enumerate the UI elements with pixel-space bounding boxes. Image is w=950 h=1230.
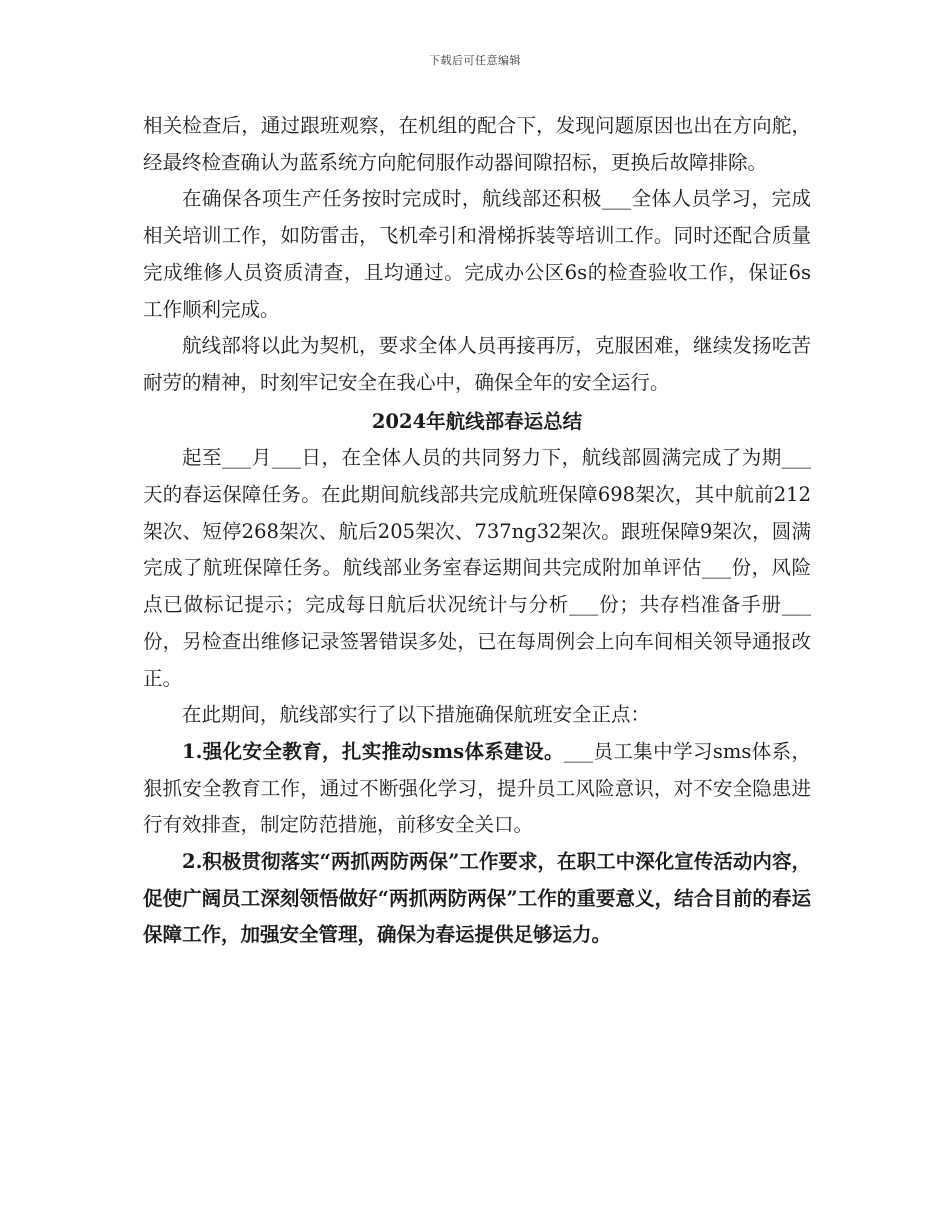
list-item-1-heading: 1.强化安全教育，扎实推动sms体系建设。 bbox=[182, 739, 564, 763]
list-item-1 bbox=[143, 734, 811, 844]
paragraph-measures-intro: 在此期间，航线部实行了以下措施确保航班安全正点： bbox=[182, 703, 651, 727]
paragraph-conclusion: 航线部将以此为契机，要求全体人员再接再厉，克服困难，继续发扬吃苦耐劳的精神，时刻牢记安全在我心中，确保全年的安全运行。 bbox=[143, 334, 811, 394]
section-title: 2024年航线部春运总结 bbox=[371, 409, 583, 433]
page-header: 下载后可任意编辑 bbox=[429, 54, 521, 67]
list-item-2: 2.积极贯彻落实“两抓两防两保”工作要求，在职工中深化宣传活动内容，促使广阔员工深刻领悟做好“两抓两防两保”工作的重要意义，结合目前的春运保障工作，加强安全管理，确保为春运提供足够运力。 bbox=[143, 850, 811, 947]
paragraph-summary: 起至___月___日，在全体人员的共同努力下，航线部圆满完成了为期___天的春运保障任务。在此期间航线部共完成航班保障698架次，其中航前212架次、短停268架次、航后205架次、737ng32架次。跟班保障9架次，圆满完成了航班保障任务。航线部业务室春运期间共完成附加单评估___份，风险点已做标记提示；完成每日航后状况统计与分析___份；共存档准备手册___份，另检查出维修记录签署错误多处，已在每周例会上向车间相关领导通报改正。 bbox=[143, 446, 811, 690]
list-item-1-body: ___员工集中学习sms体系，狠抓安全教育工作，通过不断强化学习，提升员工风险意识，对不安全隐患进行有效排查，制定防范措施，前移安全关口。 bbox=[143, 739, 811, 837]
paragraph-continuation: 相关检查后，通过跟班观察，在机组的配合下，发现问题原因也出在方向舵，经最终检查确认为蓝系统方向舵伺服作动器间隙招标，更换后故障排除。 bbox=[143, 114, 811, 174]
paragraph-training: 在确保各项生产任务按时完成时，航线部还积极___全体人员学习，完成相关培训工作，如防雷击，飞机牵引和滑梯拆装等培训工作。同时还配合质量完成维修人员资质清查，且均通过。完成办公区6s的检查验收工作，保证6s工作顺利完成。 bbox=[143, 187, 811, 321]
document-body bbox=[143, 108, 811, 954]
